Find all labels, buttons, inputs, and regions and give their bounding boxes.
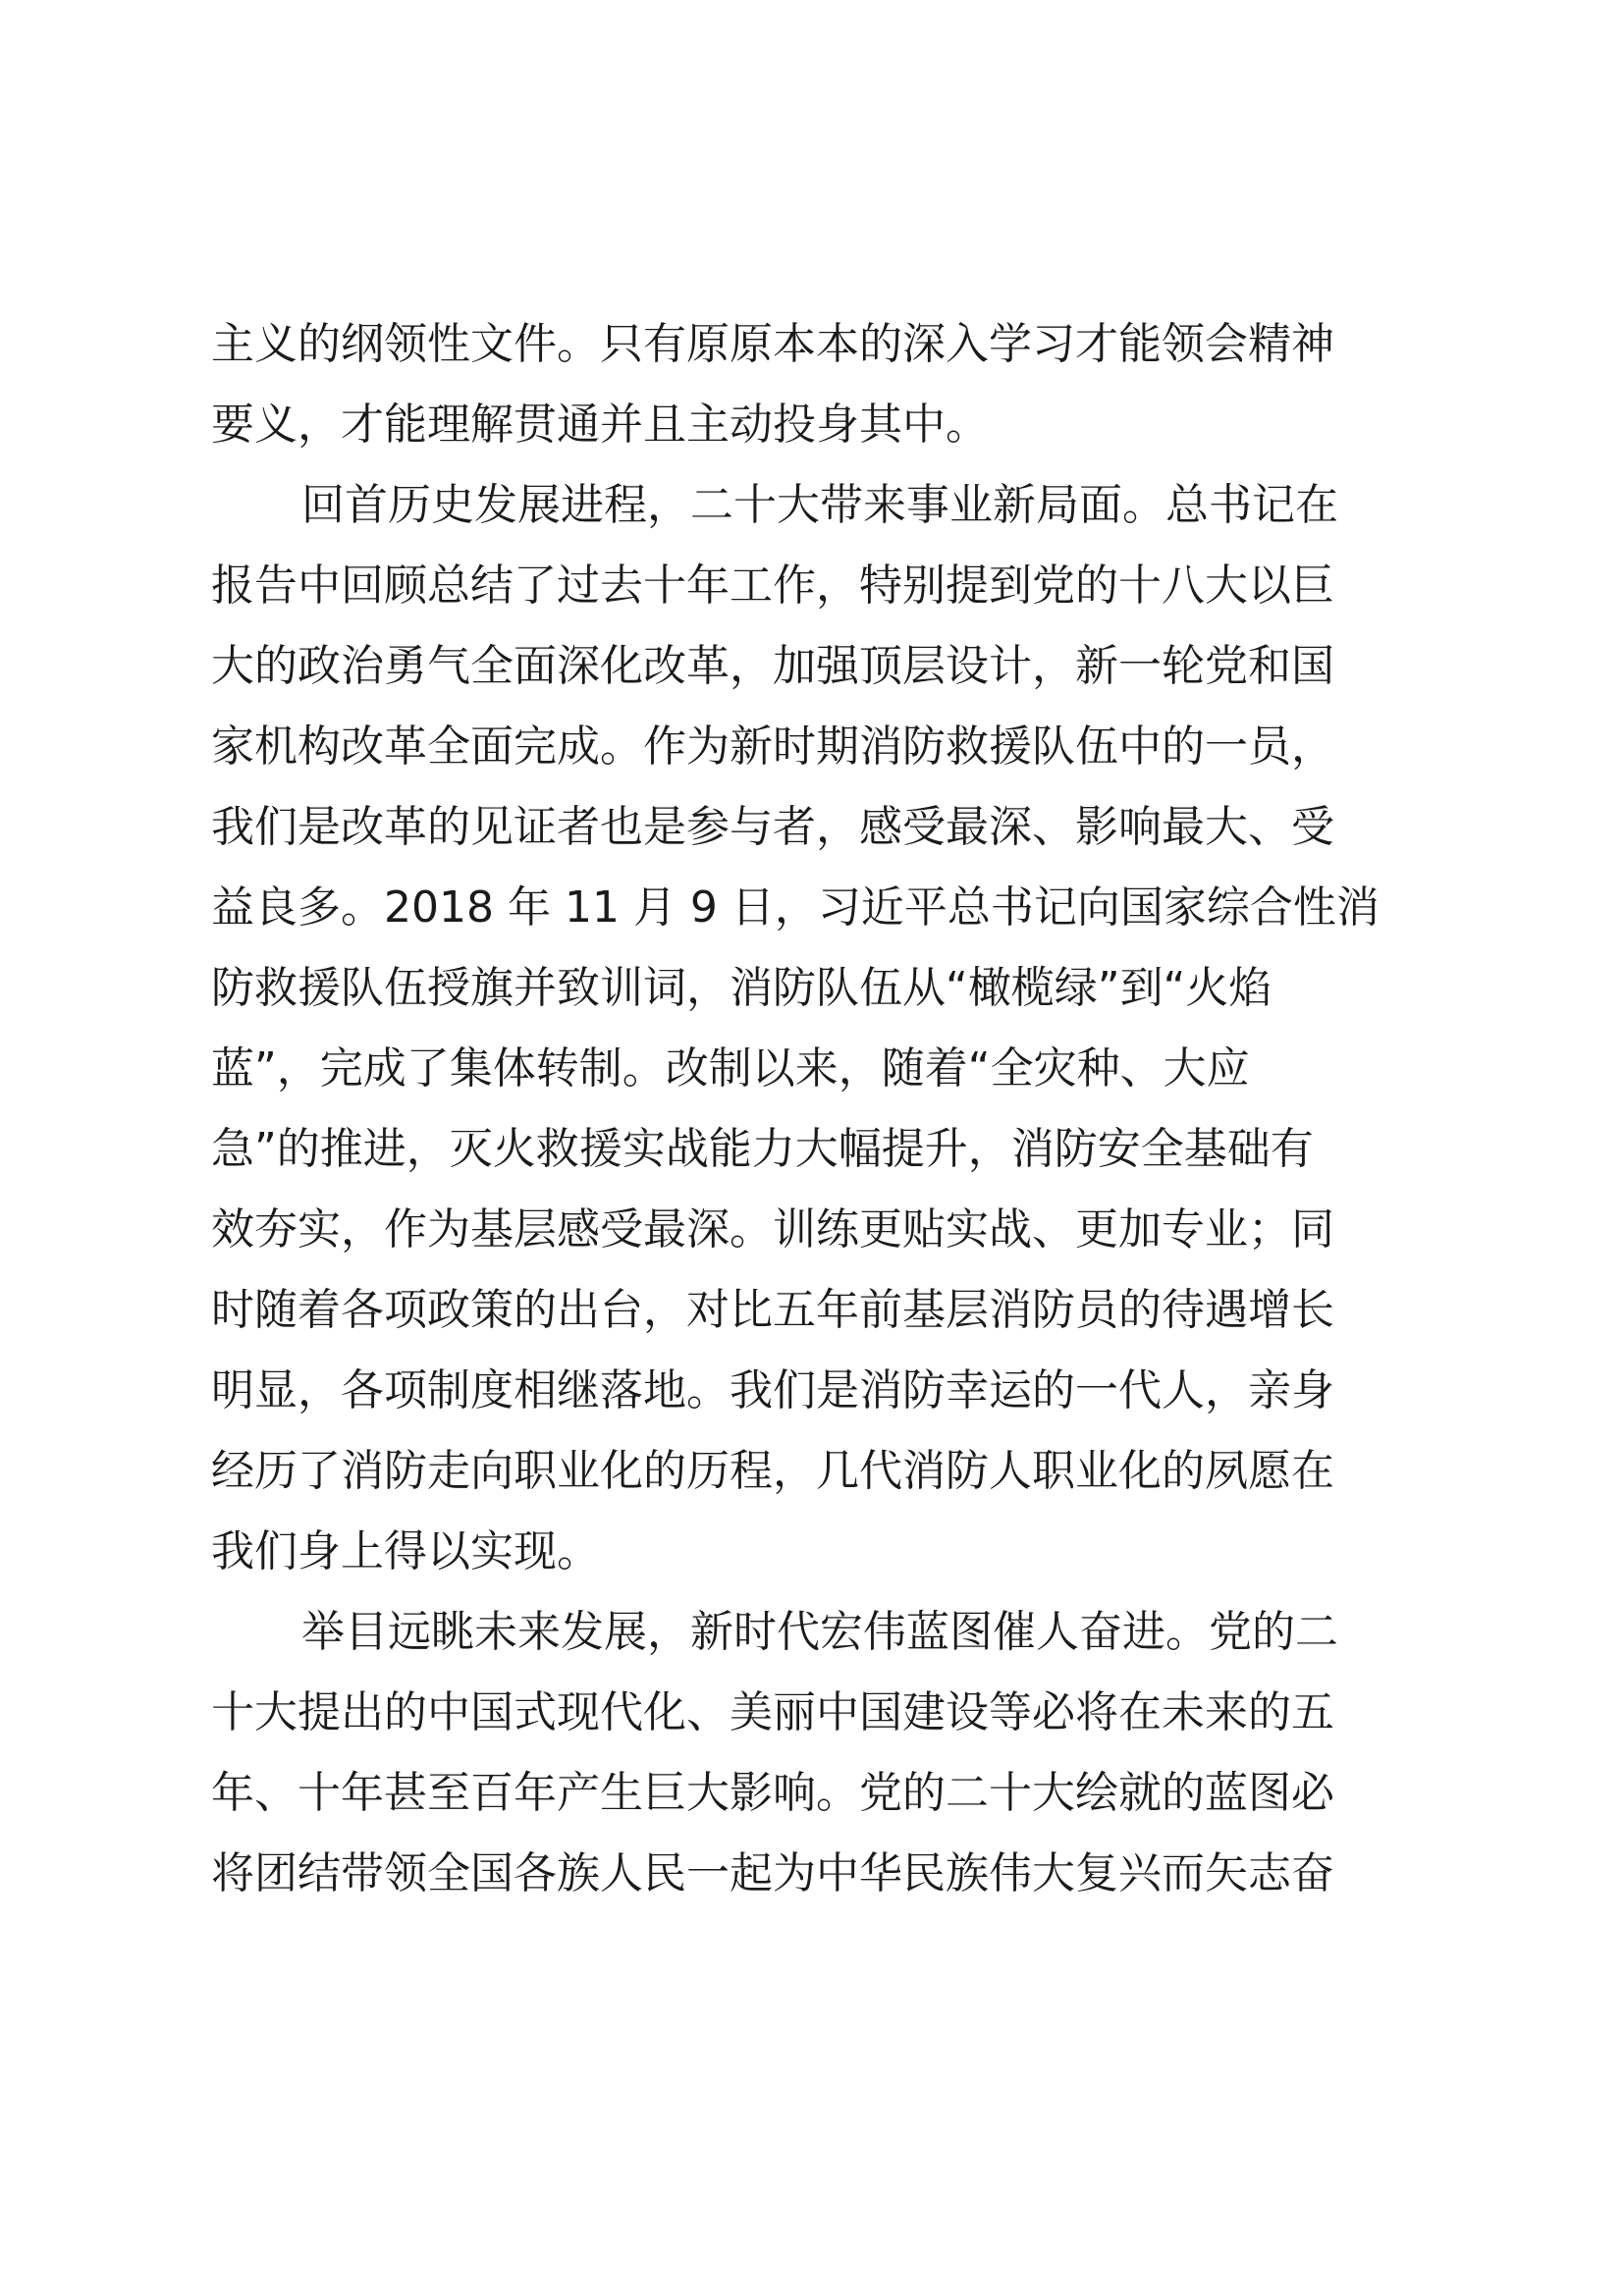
paragraph-2-line-11: 时随着各项政策的出台，对比五年前基层消防员的待遇增长 [211, 1285, 1334, 1335]
paragraph-3-line-2: 十大提出的中国式现代化、美丽中国建设等必将在未来的五 [211, 1687, 1334, 1737]
paragraph-1-line-2: 要义，才能理解贯通并且主动投身其中。 [211, 400, 989, 450]
paragraph-2-line-2: 报告中回顾总结了过去十年工作，特别提到党的十八大以巨 [211, 561, 1334, 611]
paragraph-2-line-5: 我们是改革的见证者也是参与者，感受最深、影响最大、受 [211, 802, 1334, 852]
paragraph-2-line-4: 家机构改革全面完成。作为新时期消防救援队伍中的一员， [211, 721, 1334, 772]
paragraph-3-line-3: 年、十年甚至百年产生巨大影响。党的二十大绘就的蓝图必 [211, 1768, 1334, 1818]
paragraph-2-line-1: 回首历史发展进程，二十大带来事业新局面。总书记在 [301, 480, 1338, 530]
paragraph-2-line-3: 大的政治勇气全面深化改革，加强顶层设计，新一轮党和国 [211, 641, 1334, 691]
paragraph-2-line-12: 明显，各项制度相继落地。我们是消防幸运的一代人，亲身 [211, 1365, 1334, 1415]
paragraph-2-line-14: 我们身上得以实现。 [211, 1526, 600, 1576]
paragraph-3-line-1: 举目远眺未来发展，新时代宏伟蓝图催人奋进。党的二 [301, 1607, 1338, 1657]
paragraph-1-line-1: 主义的纲领性文件。只有原原本本的深入学习才能领会精神 [211, 319, 1334, 369]
paragraph-2-line-10: 效夯实，作为基层感受最深。训练更贴实战、更加专业；同 [211, 1204, 1334, 1255]
paragraph-2-line-8: 蓝”，完成了集体转制。改制以来，随着“全灾种、大应 [211, 1043, 1250, 1094]
paragraph-2-line-9: 急”的推进，灭火救援实战能力大幅提升，消防安全基础有 [211, 1124, 1314, 1174]
paragraph-2-line-6: 益良多。2018 年 11 月 9 日，习近平总书记向国家综合性消 [211, 882, 1380, 933]
paragraph-2-line-7: 防救援队伍授旗并致训词，消防队伍从“橄榄绿”到“火焰 [211, 963, 1272, 1013]
paragraph-2-line-13: 经历了消防走向职业化的历程，几代消防人职业化的夙愿在 [211, 1446, 1334, 1496]
paragraph-3-line-4: 将团结带领全国各族人民一起为中华民族伟大复兴而矢志奋 [211, 1848, 1334, 1898]
document-body [211, 304, 1419, 1914]
